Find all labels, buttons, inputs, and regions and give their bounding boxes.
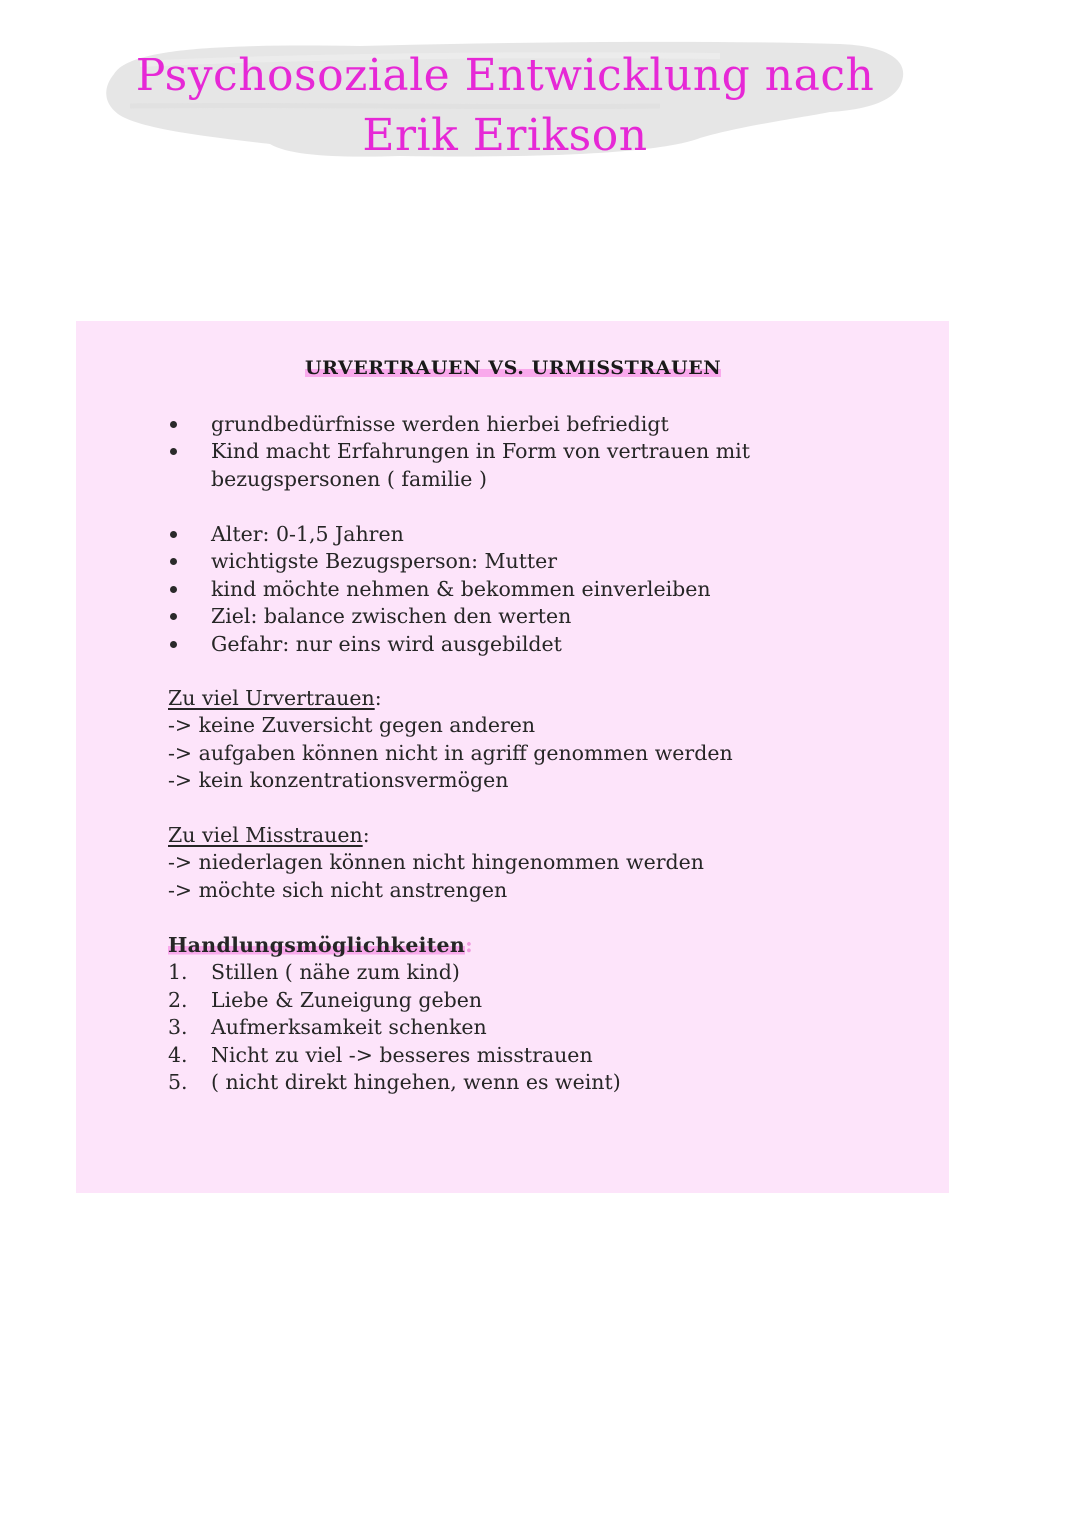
list-item: -> niederlagen können nicht hingenommen werden <box>168 850 704 875</box>
list-item-text: kind möchte nehmen & bekommen einverleiben <box>211 576 711 601</box>
section-heading-text: URVERTRAUEN VS. URMISSTRAUEN <box>305 357 722 379</box>
list-item <box>168 548 711 575</box>
list-item: -> kein konzentrationsvermögen <box>168 768 509 793</box>
list-number: 1. <box>168 960 188 985</box>
list-item-text: Gefahr: nur eins wird ausgebildet <box>211 631 562 656</box>
list-item <box>168 576 711 603</box>
too-much-trust-heading: Zu viel Urvertrauen: <box>168 686 382 710</box>
options-list <box>168 959 621 1096</box>
list-item <box>168 521 711 548</box>
list-item-text: wichtigste Bezugsperson: Mutter <box>211 549 558 574</box>
list-item-text: bezugspersonen ( familie ) <box>211 466 487 491</box>
too-much-mistrust-section <box>168 822 704 904</box>
bullet-list-facts <box>168 521 711 658</box>
list-item-text: Aufmerksamkeit schenken <box>211 1015 487 1040</box>
list-item-text: Kind macht Erfahrungen in Form von vertrauen mit <box>211 439 750 464</box>
options-heading: Handlungsmöglichkeiten: <box>168 933 473 957</box>
list-item <box>168 411 750 438</box>
list-item <box>168 987 621 1014</box>
list-number: 3. <box>168 1015 188 1040</box>
bullet-icon <box>170 613 177 620</box>
list-item-text: Nicht zu viel -> besseres misstrauen <box>211 1042 593 1067</box>
list-item <box>168 1069 621 1096</box>
list-item <box>168 959 621 986</box>
list-item <box>168 438 750 465</box>
title-line-2: Erik Erikson <box>362 110 648 161</box>
options-section <box>168 932 621 1096</box>
too-much-trust-section <box>168 685 733 795</box>
list-item-continuation <box>168 466 750 493</box>
too-much-mistrust-heading: Zu viel Misstrauen: <box>168 823 370 847</box>
title-line-1: Psychosoziale Entwicklung nach <box>135 50 875 101</box>
bullet-list-basics <box>168 411 750 493</box>
bullet-icon <box>170 531 177 538</box>
list-number: 2. <box>168 987 188 1012</box>
list-item-text: Ziel: balance zwischen den werten <box>211 604 572 629</box>
bullet-icon <box>170 586 177 593</box>
page-title <box>100 46 910 166</box>
bullet-icon <box>170 558 177 565</box>
list-item-text: Liebe & Zuneigung geben <box>211 987 483 1012</box>
list-item: -> aufgaben können nicht in agriff genommen werden <box>168 740 733 765</box>
list-item <box>168 631 711 658</box>
bullet-icon <box>170 448 177 455</box>
bullet-icon <box>170 421 177 428</box>
list-item <box>168 603 711 630</box>
list-item-text: Stillen ( nähe zum kind) <box>211 960 460 985</box>
list-item-text: Alter: 0-1,5 Jahren <box>211 522 404 546</box>
list-number: 5. <box>168 1070 188 1095</box>
list-item-text: grundbedürfnisse werden hierbei befriedigt <box>211 412 669 436</box>
list-item: -> möchte sich nicht anstrengen <box>168 877 508 902</box>
list-number: 4. <box>168 1042 188 1067</box>
list-item <box>168 1014 621 1041</box>
list-item <box>168 1042 621 1069</box>
bullet-icon <box>170 641 177 648</box>
section-heading <box>305 356 721 380</box>
list-item-text: ( nicht direkt hingehen, wenn es weint) <box>211 1070 621 1095</box>
list-item: -> keine Zuversicht gegen anderen <box>168 713 536 738</box>
title-area <box>100 34 910 164</box>
